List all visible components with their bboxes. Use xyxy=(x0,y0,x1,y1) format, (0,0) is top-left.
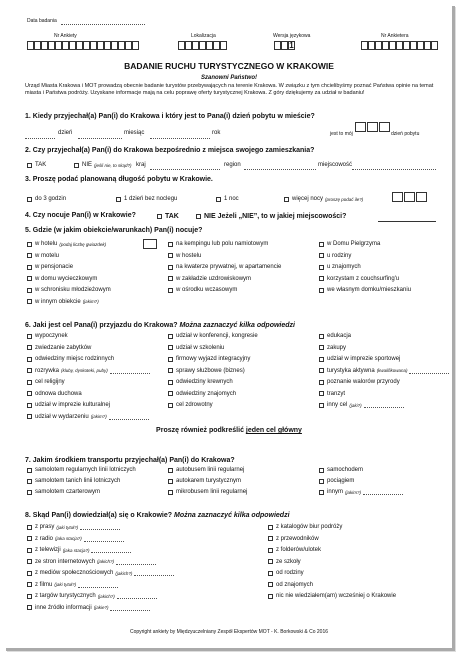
checkbox-option[interactable] xyxy=(27,264,73,270)
checkbox-option[interactable] xyxy=(27,379,65,385)
option-label: sprawy służbowe (biznes) xyxy=(176,367,245,374)
checkbox-option[interactable] xyxy=(27,570,174,576)
checkbox-option[interactable] xyxy=(319,478,354,484)
checkbox[interactable] xyxy=(168,368,173,373)
date-label: Data badania xyxy=(27,18,57,24)
q4-place-field[interactable] xyxy=(378,221,436,222)
option-label: odwiedziny miejsc rodzinnych xyxy=(35,356,115,362)
ankietera-boxes[interactable] xyxy=(361,41,438,50)
write-in-field[interactable] xyxy=(363,489,403,495)
checkbox-option[interactable] xyxy=(27,478,120,484)
checkbox[interactable] xyxy=(168,403,173,408)
nights-boxes[interactable] xyxy=(392,192,428,202)
checkbox[interactable] xyxy=(268,536,273,541)
checkbox[interactable] xyxy=(27,163,32,168)
country-field[interactable] xyxy=(150,165,220,170)
option-label: cel religijny xyxy=(35,379,65,385)
write-in-field[interactable] xyxy=(109,414,149,420)
checkbox-option[interactable] xyxy=(27,524,120,530)
option-hint: (jakim?) xyxy=(82,299,99,304)
checkbox[interactable] xyxy=(27,479,32,484)
checkbox[interactable] xyxy=(27,525,32,530)
checkbox-option[interactable] xyxy=(319,356,400,362)
option-label: na kwaterze prywatnej, w apartamencie xyxy=(176,264,282,270)
checkbox-option[interactable] xyxy=(168,276,251,282)
checkbox[interactable] xyxy=(27,582,32,587)
option-label: autokarem turystycznym xyxy=(176,478,242,484)
checkbox-option[interactable] xyxy=(27,467,136,473)
question-6: 6. Jaki jest cel Pana(i) przyjazdu do Krakowa? Można zaznaczyć kilka odpowiedzi xyxy=(25,322,295,329)
option-label: z radio xyxy=(35,535,54,542)
q2-option-no[interactable]: NIE (jeśli nie, to skąd?) xyxy=(74,162,132,168)
option-hint: (jaka stacja?) xyxy=(55,536,82,541)
option-label: w zakładzie uzdrowiskowym xyxy=(176,275,252,282)
option-label: z folderów/ulotek xyxy=(276,547,322,553)
underline-note: Proszę również podkreślić jeden cel główny xyxy=(156,427,302,434)
checkbox-option[interactable] xyxy=(268,524,342,530)
write-in-field[interactable] xyxy=(134,570,174,576)
survey-page xyxy=(6,6,455,651)
checkbox-option[interactable] xyxy=(319,287,411,293)
checkbox-option[interactable] xyxy=(27,582,118,588)
checkbox-option[interactable] xyxy=(27,547,131,553)
checkbox[interactable] xyxy=(168,490,173,495)
greeting: Szanowni Państwo! xyxy=(200,75,257,81)
option-label: tranzyt xyxy=(327,390,346,397)
checkbox[interactable] xyxy=(168,334,173,339)
checkbox-option[interactable] xyxy=(27,605,150,611)
footer-copyright: Copyright ankiety by Międzyuczelniany Zespół Ekspertów MOT - K. Borkowski & Co 2016 xyxy=(129,629,329,635)
checkbox[interactable] xyxy=(168,288,173,293)
stay-suffix: dzień pobytu xyxy=(391,131,420,137)
region-label: region xyxy=(224,162,241,168)
option-label: inne źródło informacji xyxy=(35,604,92,611)
option-hint: (jaka stacja?) xyxy=(62,547,90,553)
checkbox[interactable] xyxy=(27,380,32,385)
checkbox-option[interactable] xyxy=(168,391,236,397)
option-label: w schronisku młodzieżowym xyxy=(35,287,111,293)
checkbox[interactable] xyxy=(319,242,324,247)
checkbox[interactable] xyxy=(27,559,32,564)
checkbox-option[interactable] xyxy=(27,402,110,408)
checkbox-option[interactable] xyxy=(27,333,68,339)
q3-option-2[interactable]: 1 dzień bez noclegu xyxy=(116,196,177,202)
checkbox-option[interactable] xyxy=(168,345,224,351)
checkbox-option[interactable] xyxy=(27,536,124,542)
option-label: ze szkoły xyxy=(276,558,301,565)
checkbox[interactable] xyxy=(27,536,32,541)
checkbox-option[interactable] xyxy=(319,402,404,408)
checkbox-option[interactable] xyxy=(168,241,268,247)
checkbox[interactable] xyxy=(268,571,273,576)
checkbox-option[interactable] xyxy=(168,467,244,473)
write-in-field[interactable] xyxy=(78,582,118,588)
checkbox-option[interactable] xyxy=(27,391,82,397)
checkbox[interactable] xyxy=(27,357,32,362)
question-4: 4. Czy nocuje Pan(i) w Krakowie? xyxy=(25,212,136,219)
city-label: miejscowość xyxy=(318,162,353,168)
checkbox[interactable] xyxy=(27,548,32,553)
stay-label: jest to mój xyxy=(330,131,353,137)
checkbox[interactable] xyxy=(27,571,32,576)
checkbox-option[interactable] xyxy=(168,264,281,270)
checkbox-option[interactable] xyxy=(27,414,149,420)
question-2: 2. Czy przyjechał(a) Pan(i) do Krakowa bezpośrednio z miejsca swojego zamieszkania? xyxy=(25,147,315,154)
option-label: z targów turystycznych xyxy=(35,593,96,599)
checkbox-option[interactable] xyxy=(168,253,201,259)
option-label: udział w imprezie sportowej xyxy=(327,356,401,362)
option-label: ze stron internetowych xyxy=(35,558,96,565)
checkbox[interactable] xyxy=(268,559,273,564)
checkbox[interactable] xyxy=(27,594,32,599)
checkbox[interactable] xyxy=(168,391,173,396)
option-label: w Domu Pielgrzyma xyxy=(327,241,381,247)
q3-option-1[interactable]: do 3 godzin xyxy=(27,196,66,202)
option-label: w domu wycieczkowym xyxy=(35,275,98,282)
option-label: udział w konferencji, kongresie xyxy=(176,333,258,339)
write-in-field[interactable] xyxy=(84,536,124,542)
option-label: na kempingu lub polu namiotowym xyxy=(176,241,269,247)
checkbox-option[interactable] xyxy=(27,253,59,259)
checkbox[interactable] xyxy=(27,403,32,408)
option-label: udział w imprezie kulturalnej xyxy=(35,402,111,408)
checkbox-option[interactable] xyxy=(319,241,380,247)
stars-box[interactable] xyxy=(143,239,158,249)
checkbox-option[interactable] xyxy=(27,559,156,565)
option-hint: (kwalifikowana) xyxy=(376,368,408,373)
checkbox-option[interactable] xyxy=(319,368,449,374)
option-hint: (kluby, dyskoteki, puby) xyxy=(61,368,108,373)
option-label: w motelu xyxy=(35,252,60,259)
checkbox-option[interactable] xyxy=(268,559,301,565)
checkbox[interactable] xyxy=(319,253,324,258)
write-in-field[interactable] xyxy=(409,368,449,374)
checkbox[interactable] xyxy=(319,391,324,396)
date-field[interactable] xyxy=(61,18,145,25)
checkbox-option[interactable] xyxy=(27,489,100,495)
option-label: od rodziny xyxy=(276,570,304,576)
wersja-value: 1 xyxy=(289,41,294,50)
checkbox-option[interactable] xyxy=(27,345,91,351)
checkbox[interactable] xyxy=(319,403,324,408)
ankietera-label: Nr Ankietera xyxy=(381,33,409,39)
checkbox[interactable] xyxy=(168,479,173,484)
option-label: cel zdrowotny xyxy=(176,402,213,408)
checkbox-option[interactable] xyxy=(27,241,106,247)
option-label: w hostelu xyxy=(176,252,202,259)
checkbox-option[interactable] xyxy=(268,582,313,588)
checkbox[interactable] xyxy=(27,334,32,339)
option-hint: (podaj liczbę gwiazdek) xyxy=(59,241,107,247)
wersja-label: Wersja językowa xyxy=(273,33,311,39)
checkbox[interactable] xyxy=(168,357,173,362)
year-field[interactable] xyxy=(150,133,210,139)
option-label: samolotem regularnych linii lotniczych xyxy=(35,467,136,473)
checkbox[interactable] xyxy=(319,265,324,270)
option-label: odwiedziny krewnych xyxy=(176,379,233,385)
write-in-field[interactable] xyxy=(117,593,157,599)
wersja-boxes[interactable] xyxy=(274,41,295,50)
option-label: z prasy xyxy=(35,524,55,530)
checkbox-option[interactable] xyxy=(27,593,157,599)
question-7: 7. Jakim środkiem transportu przyjechał(a) Pan(i) do Krakowa? xyxy=(25,457,235,464)
checkbox[interactable] xyxy=(319,357,324,362)
write-in-field[interactable] xyxy=(91,547,131,553)
option-hint: (jaki tytuł?) xyxy=(54,582,77,587)
checkbox-option[interactable] xyxy=(319,276,399,282)
option-label: rozrywka xyxy=(35,367,60,374)
option-label: z przewodników xyxy=(276,535,319,542)
checkbox[interactable] xyxy=(319,468,324,473)
checkbox[interactable] xyxy=(168,242,173,247)
option-label: samolotem czarterowym xyxy=(35,489,101,495)
write-in-field[interactable] xyxy=(110,605,150,611)
checkbox-option[interactable] xyxy=(168,356,250,362)
option-hint: (jaki?) xyxy=(349,402,362,408)
ankiety-boxes[interactable] xyxy=(27,41,139,50)
checkbox-option[interactable] xyxy=(319,489,403,495)
checkbox[interactable] xyxy=(27,368,32,373)
month-label: miesiąc xyxy=(124,130,145,136)
option-hint: (jakich?) xyxy=(97,593,115,599)
checkbox[interactable] xyxy=(27,490,32,495)
option-label: poznanie walorów przyrody xyxy=(327,379,400,385)
checkbox-option[interactable] xyxy=(27,299,99,305)
option-label: autobusem linii regularnej xyxy=(176,467,245,473)
checkbox-option[interactable] xyxy=(168,368,245,374)
checkbox-option[interactable] xyxy=(168,489,247,495)
checkbox-option[interactable] xyxy=(27,276,97,282)
checkbox[interactable] xyxy=(27,276,32,281)
option-hint: (jakich?) xyxy=(97,559,115,564)
option-label: inny cel xyxy=(327,402,348,408)
q3-option-3[interactable]: 1 noc xyxy=(216,196,239,202)
checkbox[interactable] xyxy=(27,468,32,473)
checkbox[interactable] xyxy=(319,334,324,339)
checkbox-option[interactable] xyxy=(168,402,213,408)
checkbox[interactable] xyxy=(319,345,324,350)
option-label: w pensjonacie xyxy=(35,264,74,270)
option-label: udział w wydarzeniu xyxy=(35,413,89,420)
day-label: dzień xyxy=(58,130,73,136)
option-label: od znajomych xyxy=(276,581,314,588)
option-label: w ośrodku wczasowym xyxy=(176,287,238,293)
checkbox[interactable] xyxy=(268,582,273,587)
option-label: z mediów społecznościowych xyxy=(35,570,114,576)
year-label: rok xyxy=(212,130,221,136)
checkbox-option[interactable] xyxy=(319,379,400,385)
city-field[interactable] xyxy=(352,165,436,170)
checkbox[interactable] xyxy=(168,345,173,350)
checkbox[interactable] xyxy=(168,276,173,281)
checkbox-option[interactable] xyxy=(27,287,111,293)
option-label: we własnym domku/mieszkaniu xyxy=(327,287,412,293)
option-hint: (jakim?) xyxy=(90,414,107,419)
question-1: 1. Kiedy przyjechał(a) Pan(i) do Krakowa i który jest to Pana(i) dzień pobytu w mieście? xyxy=(25,113,315,120)
option-label: firmowy wyjazd integracyjny xyxy=(176,356,251,362)
month-field[interactable] xyxy=(78,133,122,139)
checkbox-option[interactable] xyxy=(319,345,346,351)
option-label: zakupy xyxy=(327,344,347,351)
option-label: korzystam z couchsurfing'u xyxy=(327,275,400,282)
checkbox[interactable] xyxy=(27,299,32,304)
stay-day-boxes[interactable] xyxy=(355,122,391,132)
checkbox[interactable] xyxy=(319,490,324,495)
checkbox-option[interactable] xyxy=(268,547,321,553)
checkbox[interactable] xyxy=(319,479,324,484)
checkbox[interactable] xyxy=(74,163,79,168)
option-label: z telewizji xyxy=(35,547,61,553)
option-label: mikrobusem linii regularnej xyxy=(176,489,248,495)
checkbox[interactable] xyxy=(168,265,173,270)
option-label: samolotem tanich linii lotniczych xyxy=(35,478,121,484)
intro-text: Urząd Miasta Krakowa i MOT prowadzą obecnie badanie turystów przebywających na terenie Krakowa. W związku z tym chcielibyśmy poznać Państwa opinie na temat miasta i Państwa podróży. Uzyskane informacje mają na celu poprawę oferty turystycznej Krakowa. Z góry dziękujemy za udział w badaniu! xyxy=(25,83,434,96)
option-label: nic nie wiedziałem(am) wcześniej o Krakowie xyxy=(276,593,397,599)
checkbox[interactable] xyxy=(319,288,324,293)
option-hint: (jaki tytuł?) xyxy=(56,524,79,530)
checkbox[interactable] xyxy=(168,380,173,385)
option-label: wypoczynek xyxy=(35,333,68,339)
ankiety-label: Nr Ankiety xyxy=(54,33,77,39)
lokalizacja-label: Lokalizacja xyxy=(191,33,216,39)
option-label: w hotelu xyxy=(35,241,58,247)
option-label: pociągiem xyxy=(327,478,355,484)
checkbox[interactable] xyxy=(27,242,32,247)
checkbox-option[interactable] xyxy=(268,536,319,542)
survey-title: BADANIE RUCHU TURYSTYCZNEGO W KRAKOWIE xyxy=(124,61,334,71)
option-label: u znajomych xyxy=(327,264,361,270)
option-hint: (jakim?) xyxy=(345,489,362,495)
checkbox-option[interactable] xyxy=(168,379,233,385)
checkbox[interactable] xyxy=(27,414,32,419)
option-hint: (jakich?) xyxy=(115,570,133,576)
checkbox-option[interactable] xyxy=(268,593,396,599)
checkbox[interactable] xyxy=(319,368,324,373)
checkbox-option[interactable] xyxy=(168,287,237,293)
option-label: odwiedziny znajomych xyxy=(176,390,237,397)
checkbox-option[interactable] xyxy=(319,333,351,339)
write-in-field[interactable] xyxy=(364,402,404,408)
checkbox[interactable] xyxy=(27,345,32,350)
option-label: zwiedzanie zabytków xyxy=(35,344,92,351)
checkbox-option[interactable] xyxy=(168,478,241,484)
checkbox[interactable] xyxy=(168,468,173,473)
option-label: edukacja xyxy=(327,333,352,339)
checkbox-option[interactable] xyxy=(27,368,150,374)
checkbox-option[interactable] xyxy=(319,253,351,259)
checkbox[interactable] xyxy=(268,594,273,599)
day-field[interactable] xyxy=(25,133,55,139)
checkbox-option[interactable] xyxy=(168,333,258,339)
write-in-field[interactable] xyxy=(116,559,156,565)
checkbox-option[interactable] xyxy=(27,356,114,362)
checkbox[interactable] xyxy=(168,253,173,258)
option-label: odnowa duchowa xyxy=(35,390,82,397)
region-field[interactable] xyxy=(244,165,316,170)
q4-option-yes[interactable]: TAK xyxy=(157,213,179,220)
lokalizacja-boxes[interactable] xyxy=(178,41,227,50)
checkbox-option[interactable] xyxy=(319,467,363,473)
checkbox-option[interactable] xyxy=(268,570,304,576)
checkbox-option[interactable] xyxy=(319,391,345,397)
q3-option-4[interactable]: więcej nocy (proszę podać ile?) xyxy=(284,196,363,202)
checkbox[interactable] xyxy=(27,253,32,258)
option-label: z katalogów biur podróży xyxy=(276,524,343,530)
country-label: kraj xyxy=(136,162,146,168)
question-8: 8. Skąd Pan(i) dowiedział(a) się o Krakowie? Można zaznaczyć kilka odpowiedzi xyxy=(25,512,290,519)
checkbox-option[interactable] xyxy=(319,264,361,270)
checkbox[interactable] xyxy=(268,525,273,530)
question-3: 3. Proszę podać planowaną długość pobytu w Krakowie. xyxy=(25,176,213,183)
q4-option-no[interactable]: NIE Jeżeli „NIE”, to w jakiej miejscowości? xyxy=(196,213,346,220)
question-5: 5. Gdzie (w jakim obiekcie/warunkach) Pan(i) nocuje? xyxy=(25,227,203,234)
option-label: samochodem xyxy=(327,467,364,473)
option-label: turystyka aktywna xyxy=(327,367,375,374)
option-hint: (jakie?) xyxy=(93,605,109,610)
option-label: udział w szkoleniu xyxy=(176,344,225,351)
option-label: innym xyxy=(327,489,344,495)
checkbox[interactable] xyxy=(27,265,32,270)
checkbox[interactable] xyxy=(27,605,32,610)
checkbox[interactable] xyxy=(268,548,273,553)
option-label: w innym obiekcie xyxy=(35,298,81,305)
option-label: u rodziny xyxy=(327,252,352,259)
write-in-field[interactable] xyxy=(110,368,150,374)
checkbox[interactable] xyxy=(319,276,324,281)
q2-option-yes[interactable]: TAK xyxy=(27,162,46,168)
checkbox[interactable] xyxy=(319,380,324,385)
option-label: z filmu xyxy=(35,581,53,588)
checkbox[interactable] xyxy=(27,391,32,396)
checkbox[interactable] xyxy=(27,288,32,293)
write-in-field[interactable] xyxy=(80,524,120,530)
